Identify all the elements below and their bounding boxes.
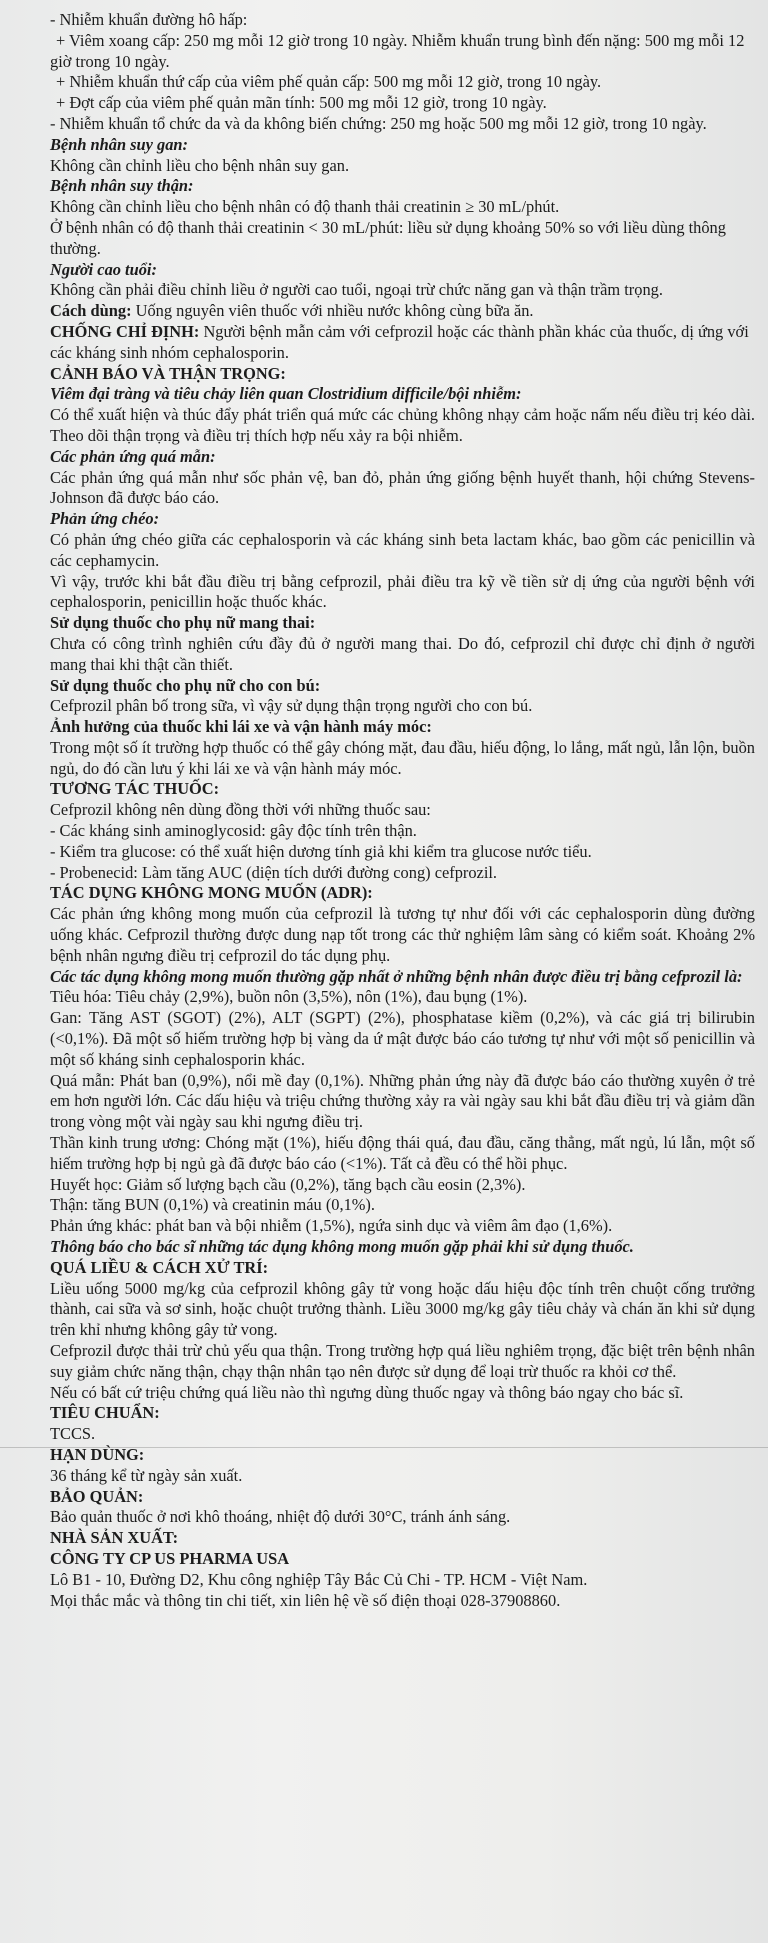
section-heading: Phản ứng chéo: <box>50 509 160 529</box>
section-heading: TIÊU CHUẨN: <box>50 1403 160 1423</box>
section-heading: Ảnh hưởng của thuốc khi lái xe và vận hành máy móc: <box>50 717 432 737</box>
text-paragraph: Cefprozil không nên dùng đồng thời với những thuốc sau: <box>50 800 431 820</box>
text-paragraph: Cefprozil phân bố trong sữa, vì vậy sử dụng thận trọng người cho con bú. <box>50 696 533 716</box>
section-heading: Bệnh nhân suy thận: <box>50 176 194 196</box>
section-heading: NHÀ SẢN XUẤT: <box>50 1528 179 1548</box>
section-heading: CẢNH BÁO VÀ THẬN TRỌNG: <box>50 363 286 383</box>
text-paragraph: Chưa có công trình nghiên cứu đầy đủ ở người mang thai. Do đó, cefprozil chỉ được chỉ định ở người mang thai khi thật cần thiết. <box>50 633 755 674</box>
text-paragraph: Huyết học: Giảm số lượng bạch cầu (0,2%), tăng bạch cầu eosin (2,3%). <box>50 1174 526 1194</box>
text-paragraph: + Nhiễm khuẩn thứ cấp của viêm phế quản cấp: 500 mg mỗi 12 giờ, trong 10 ngày. <box>56 72 602 92</box>
section-heading: BẢO QUẢN: <box>50 1486 144 1506</box>
text-paragraph: Liều uống 5000 mg/kg của cefprozil không gây tử vong hoặc dấu hiệu độc tính trên chuột cống trưởng thành, cai sữa và sơ sinh, hoặc chuột trưởng thành. Liều 3000 mg/kg gây tiêu chảy và chán ăn khi sử dụng trên khỉ nhưng không gây tử vong. <box>50 1278 755 1340</box>
section-heading: QUÁ LIỀU & CÁCH XỬ TRÍ: <box>50 1257 269 1277</box>
text-paragraph: Bảo quản thuốc ở nơi khô thoáng, nhiệt độ dưới 30°C, tránh ánh sáng. <box>50 1507 511 1527</box>
text-paragraph: Vì vậy, trước khi bắt đầu điều trị bằng cefprozil, phải điều tra kỹ về tiền sử dị ứng của người bệnh với cephalosporin, penicillin hoặc thuốc khác. <box>50 571 755 612</box>
text-paragraph: Các phản ứng không mong muốn của cefprozil là tương tự như đối với các cephalosporin dùng đường uống khác. Cefprozil thường được dung nạp tốt trong các thử nghiệm lâm sàng có kiểm soát. Khoảng 2% bệnh nhân ngưng điều trị cefprozil do tác dụng phụ. <box>50 904 755 965</box>
text-paragraph: Không cần chỉnh liều cho bệnh nhân suy gan. <box>50 155 350 175</box>
text-paragraph: Phản ứng khác: phát ban và bội nhiễm (1,5%), ngứa sinh dục và viêm âm đạo (1,6%). <box>50 1216 613 1236</box>
text-paragraph: Cách dùng: Uống nguyên viên thuốc với nhiều nước không cùng bữa ăn. <box>50 301 534 321</box>
leaflet-text <box>50 10 755 1611</box>
text-paragraph: Thần kinh trung ương: Chóng mặt (1%), hiếu động thái quá, đau đầu, căng thẳng, mất ngủ, lú lẫn, một số hiếm trường hợp bị ngủ gà đã được báo cáo (<1%). Tất cả đều có thể hồi phục. <box>50 1133 755 1173</box>
text-paragraph: Không cần phải điều chỉnh liều ở người cao tuổi, ngoại trừ chức năng gan và thận trầm trọng. <box>50 280 663 300</box>
text-paragraph: - Nhiễm khuẩn tổ chức da và da không biến chứng: 250 mg hoặc 500 mg mỗi 12 giờ, trong 10 ngày. <box>50 113 707 133</box>
section-heading: Người cao tuổi: <box>50 259 157 279</box>
text-paragraph: - Nhiễm khuẩn đường hô hấp: <box>50 10 248 29</box>
text-paragraph: TCCS. <box>50 1424 96 1444</box>
text-paragraph: - Các kháng sinh aminoglycosid: gây độc tính trên thận. <box>50 821 417 841</box>
text-paragraph: Gan: Tăng AST (SGOT) (2%), ALT (SGPT) (2%), phosphatase kiềm (0,2%), và các giá trị bilirubin (<0,1%). Đã một số hiếm trường hợp bị vàng da ứ mật được báo cáo tương tự như với một số penicillin và một số kháng sinh cephalosporin khác. <box>50 1008 755 1069</box>
text-paragraph: Ở bệnh nhân có độ thanh thải creatinin < 30 mL/phút: liều sử dụng khoảng 50% so với liều dùng thông thường. <box>50 217 726 258</box>
text-paragraph: - Probenecid: Làm tăng AUC (diện tích dưới đường cong) cefprozil. <box>50 862 498 882</box>
section-heading: CÔNG TY CP US PHARMA USA <box>50 1548 290 1568</box>
section-heading: Sử dụng thuốc cho phụ nữ mang thai: <box>50 613 316 633</box>
section-heading: Bệnh nhân suy gan: <box>50 134 189 154</box>
text-paragraph: Cefprozil được thải trừ chủ yếu qua thận. Trong trường hợp quá liều nghiêm trọng, đặc biệt trên bệnh nhân suy giảm chức năng thận, chạy thận nhân tạo nên được sử dụng để loại trừ thuốc ra khỏi cơ thể. <box>50 1341 755 1381</box>
text-paragraph: Có thể xuất hiện và thúc đẩy phát triển quá mức các chủng không nhạy cảm hoặc nấm nếu điều trị kéo dài. Theo dõi thận trọng và điều trị thích hợp nếu xảy ra bội nhiễm. <box>50 405 755 445</box>
text-paragraph: Nếu có bất cứ triệu chứng quá liều nào thì ngưng dùng thuốc ngay và thông báo ngay cho bác sĩ. <box>50 1382 684 1402</box>
section-heading: Viêm đại tràng và tiêu chảy liên quan Clostridium difficile/bội nhiễm: <box>50 384 522 404</box>
section-heading: Sử dụng thuốc cho phụ nữ cho con bú: <box>50 675 321 695</box>
text-paragraph: + Đợt cấp của viêm phế quản mãn tính: 500 mg mỗi 12 giờ, trong 10 ngày. <box>56 93 547 113</box>
text-paragraph: Thận: tăng BUN (0,1%) và creatinin máu (0,1%). <box>50 1195 375 1215</box>
section-heading: Các phản ứng quá mẫn: <box>50 446 216 466</box>
section-heading: HẠN DÙNG: <box>50 1444 145 1464</box>
section-heading: TƯƠNG TÁC THUỐC: <box>50 779 220 799</box>
text-paragraph: 36 tháng kể từ ngày sản xuất. <box>50 1465 243 1485</box>
text-paragraph: + Viêm xoang cấp: 250 mg mỗi 12 giờ trong 10 ngày. Nhiễm khuẩn trung bình đến nặng: 500 mg mỗi 12 giờ trong 10 ngày. <box>50 30 745 71</box>
text-paragraph: Không cần chỉnh liều cho bệnh nhân có độ thanh thải creatinin ≥ 30 mL/phút. <box>50 197 560 217</box>
text-paragraph: - Kiểm tra glucose: có thể xuất hiện dương tính giả khi kiểm tra glucose nước tiểu. <box>50 841 592 861</box>
text-paragraph: Trong một số ít trường hợp thuốc có thể gây chóng mặt, đau đầu, hiếu động, lo lắng, mất ngủ, lẫn lộn, buồn ngủ, do đó cần lưu ý khi lái xe và vận hành máy móc. <box>50 737 755 778</box>
text-paragraph: Lô B1 - 10, Đường D2, Khu công nghiệp Tây Bắc Củ Chi - TP. HCM - Việt Nam. <box>50 1569 588 1589</box>
section-heading: Các tác dụng không mong muốn thường gặp nhất ở những bệnh nhân được điều trị bằng cefprozil là: <box>50 966 743 986</box>
text-paragraph: Có phản ứng chéo giữa các cephalosporin và các kháng sinh beta lactam khác, bao gồm các penicillin và các cephamycin. <box>50 529 755 570</box>
text-paragraph: Tiêu hóa: Tiêu chảy (2,9%), buồn nôn (3,5%), nôn (1%), đau bụng (1%). <box>50 987 528 1007</box>
inline-lead: CHỐNG CHỈ ĐỊNH: <box>50 321 200 341</box>
inline-lead: Cách dùng: <box>50 301 132 321</box>
section-heading: TÁC DỤNG KHÔNG MONG MUỐN (ADR): <box>50 883 373 903</box>
text-paragraph: Quá mẫn: Phát ban (0,9%), nổi mề đay (0,1%). Những phản ứng này đã được báo cáo thường xuyên ở trẻ em hơn người lớn. Các dấu hiệu và triệu chứng thường xảy ra vài ngày sau khi bắt đầu điều trị và giảm dần trong vòng một vài ngày sau khi ngưng điều trị. <box>50 1070 755 1132</box>
text-paragraph: Các phản ứng quá mẫn như sốc phản vệ, ban đỏ, phản ứng giống bệnh huyết thanh, hội chứng Stevens-Johnson đã được báo cáo. <box>50 467 755 508</box>
section-heading: Thông báo cho bác sĩ những tác dụng không mong muốn gặp phải khi sử dụng thuốc. <box>50 1237 634 1257</box>
text-paragraph: Mọi thắc mắc và thông tin chi tiết, xin liên hệ về số điện thoại 028-37908860. <box>50 1590 561 1610</box>
text-paragraph: CHỐNG CHỈ ĐỊNH: Người bệnh mẫn cảm với cefprozil hoặc các thành phần khác của thuốc, dị ứng với các kháng sinh nhóm cephalosporin. <box>50 321 749 362</box>
